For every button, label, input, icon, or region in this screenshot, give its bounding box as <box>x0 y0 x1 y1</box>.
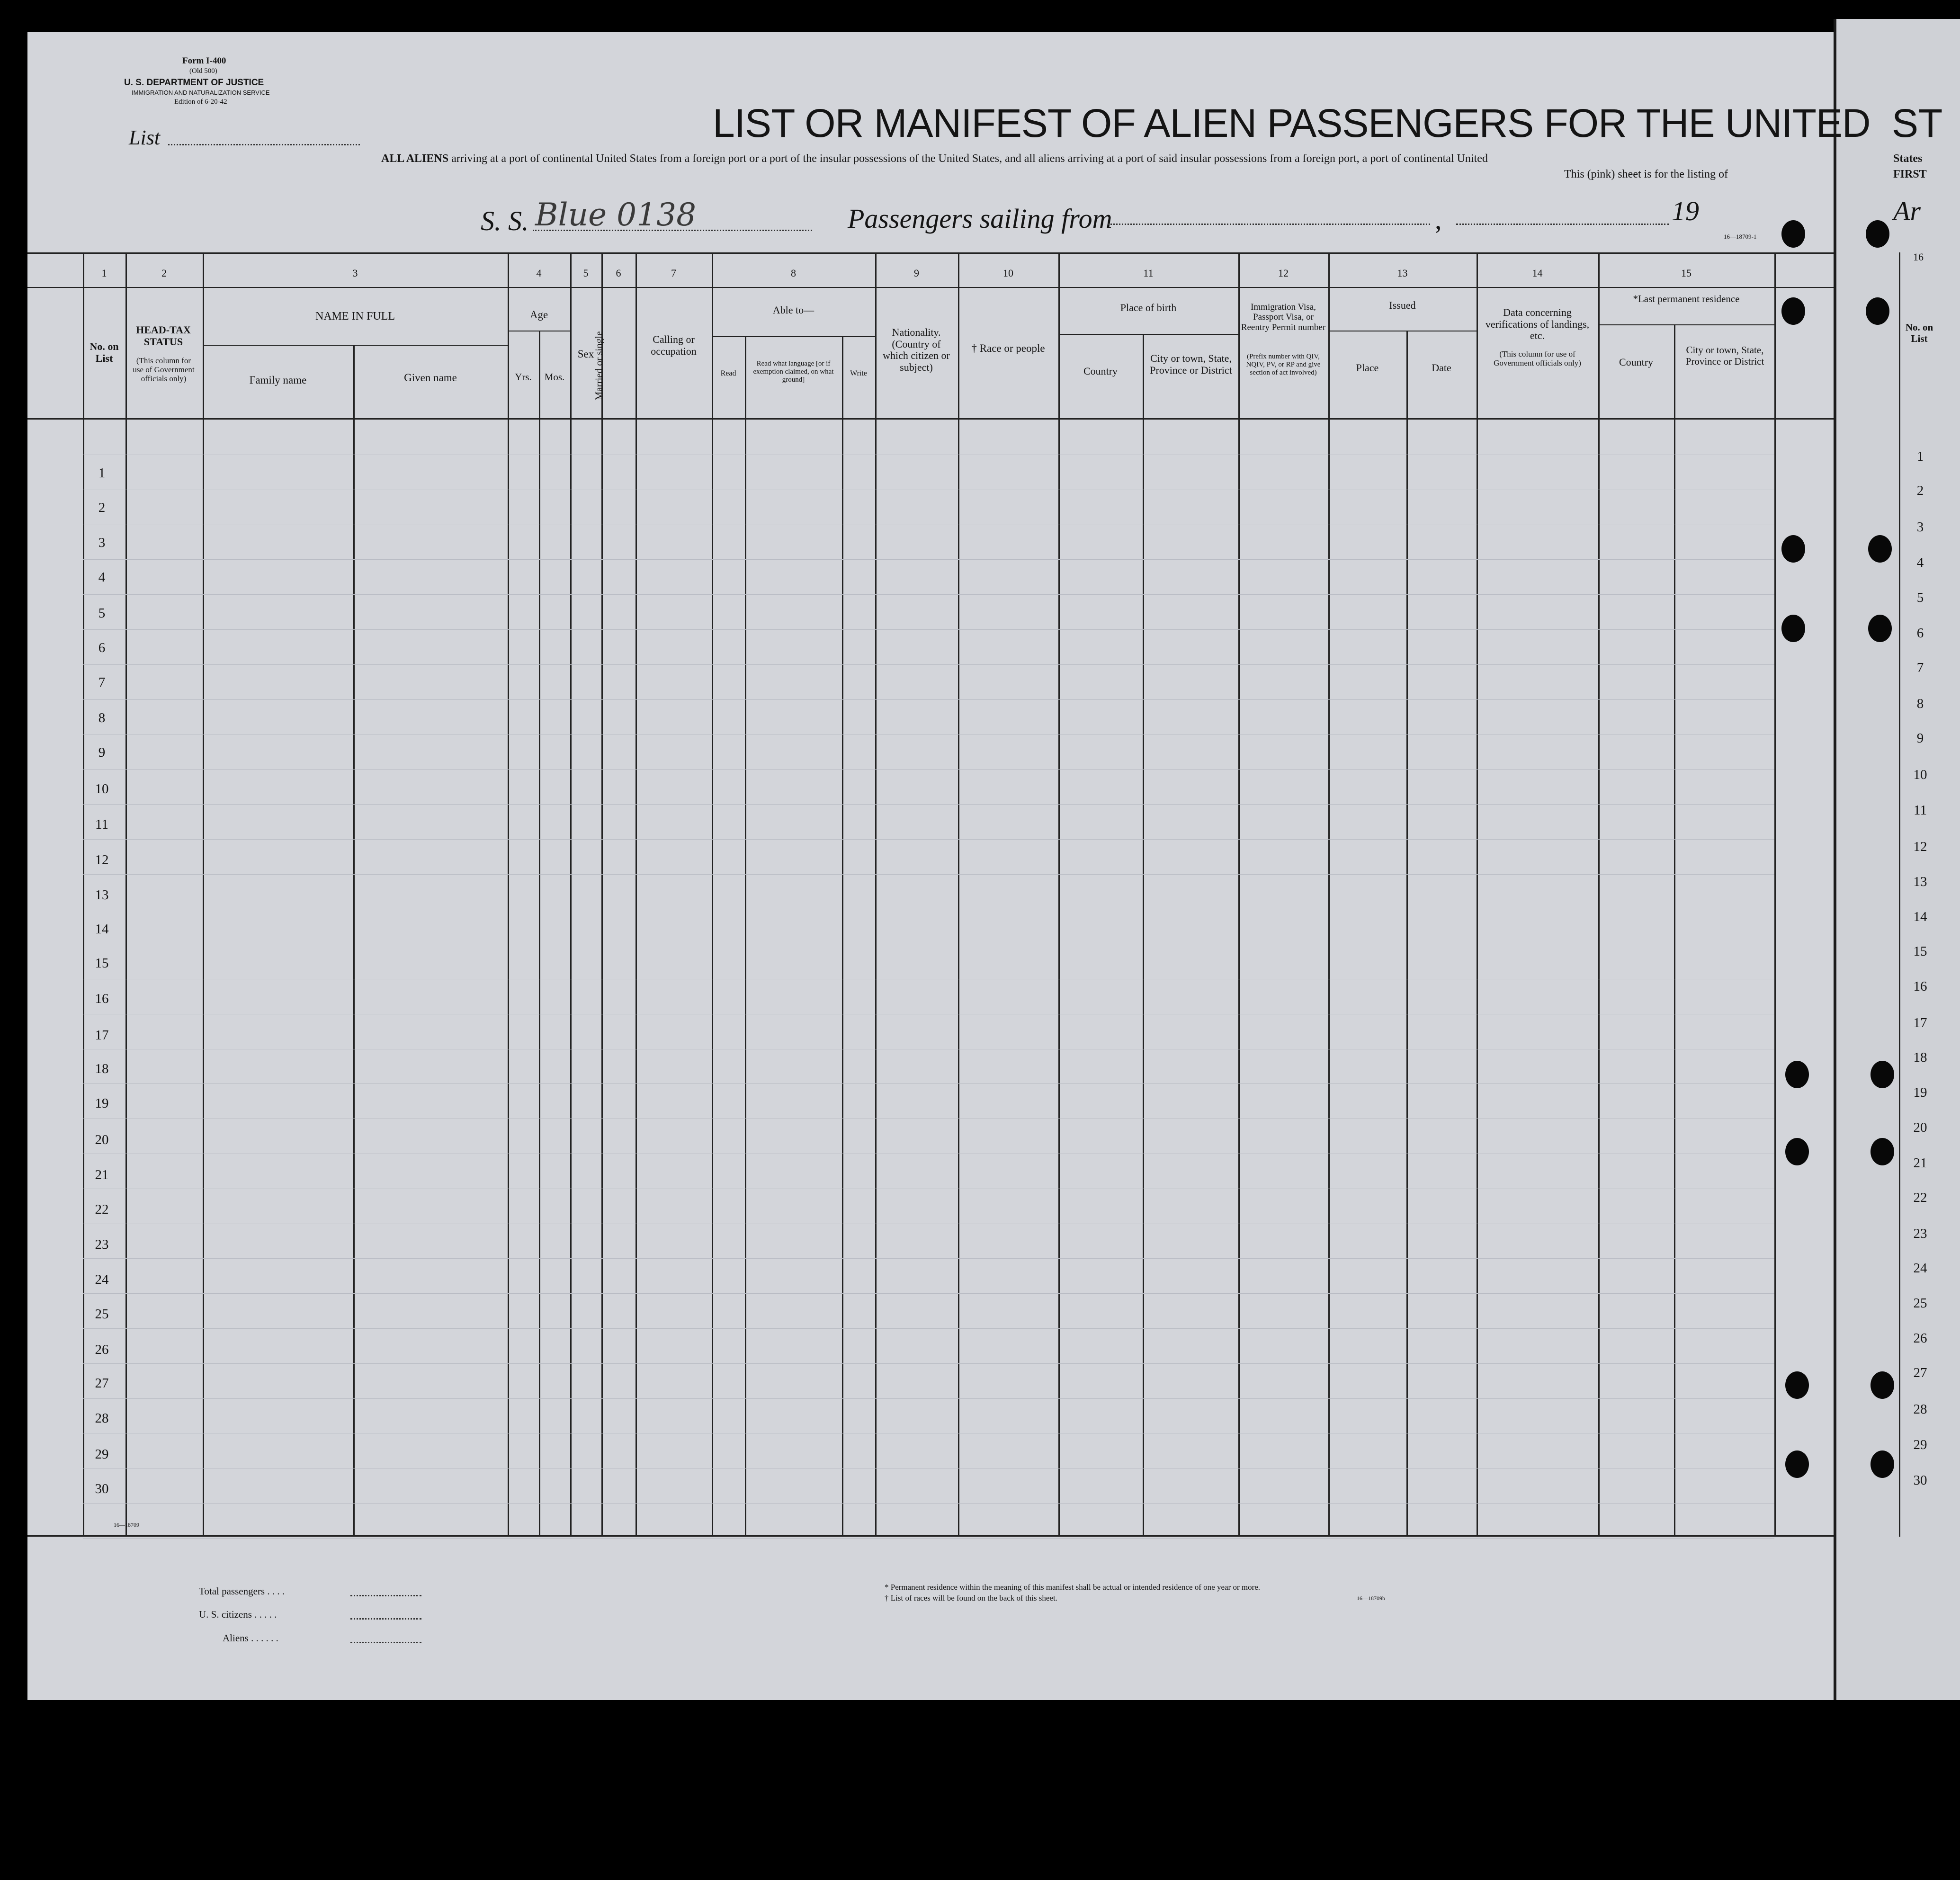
row-number: 28 <box>95 1411 109 1426</box>
col-num-10: 10 <box>1003 267 1013 279</box>
us-citizens-text: U. S. citizens <box>199 1609 252 1620</box>
row-rule <box>83 699 1774 700</box>
table-bottom-rule <box>27 1535 1834 1537</box>
col-header-birth-country: Country <box>1083 365 1118 377</box>
row-number: 12 <box>1913 839 1927 854</box>
row-number: 8 <box>1916 696 1924 711</box>
col-divider <box>508 252 509 1537</box>
right-sheet-line2: FIRST <box>1893 168 1927 180</box>
punch-hole <box>1785 1371 1809 1399</box>
col-num-1: 1 <box>101 267 107 279</box>
row-number: 4 <box>1916 555 1924 570</box>
col-header-issued: Issued <box>1389 299 1416 311</box>
row-number: 18 <box>1913 1050 1927 1065</box>
col-header-visa-note: (Prefix number with QIV, NQIV, PV, or RP and give section of act involved) <box>1246 353 1321 376</box>
row-number: 11 <box>1914 803 1927 818</box>
row-number: 21 <box>1913 1155 1927 1171</box>
row-number: 10 <box>95 781 109 797</box>
total-passengers-label: Total passengers . . . . <box>199 1585 285 1597</box>
table-top-border <box>27 252 1834 254</box>
col-header-landing-data: Data concerning verifications of landings, etc. <box>1485 306 1590 342</box>
col-header-given-name: Given name <box>404 372 457 384</box>
form-number: Form I-400 <box>182 56 226 66</box>
row-number: 26 <box>95 1342 109 1357</box>
row-number: 14 <box>1913 909 1927 924</box>
col-header-residence-city: City or town, State, Province or District <box>1685 344 1764 367</box>
row-number: 4 <box>98 570 106 585</box>
row-number: 19 <box>1913 1085 1927 1100</box>
row-number: 24 <box>95 1272 109 1287</box>
name-subheader-rule <box>204 345 508 346</box>
punch-hole <box>1868 615 1892 642</box>
col-num-7: 7 <box>671 267 676 279</box>
col-header-age: Age <box>529 309 548 321</box>
row-rule <box>83 769 1774 770</box>
ship-name: Blue 0138 <box>535 197 697 233</box>
col-header-birth-city: City or town, State, Province or District <box>1150 352 1232 376</box>
row-number: 2 <box>98 500 106 515</box>
sailing-from-line <box>1108 224 1430 225</box>
footnote-permanent-residence: * Permanent residence within the meaning of this manifest shall be actual or intended residence of one year or more. <box>885 1583 1261 1592</box>
year-prefix: 19 <box>1672 196 1699 226</box>
row-number: 10 <box>1913 767 1927 782</box>
row-number: 20 <box>95 1132 109 1147</box>
us-citizens-label: U. S. citizens . . . . . <box>199 1609 277 1620</box>
subtitle-text: arriving at a port of continental United States from a foreign port or a port of the insular possessions of the United States, and all aliens arriving at a port of said insular possessions from a foreign port, a port of continental United <box>451 152 1488 165</box>
col-divider <box>875 252 877 1537</box>
row-rule <box>83 1503 1774 1504</box>
total-passengers-line <box>350 1595 421 1596</box>
row-rule <box>83 629 1774 630</box>
punch-hole <box>1866 297 1889 325</box>
col-divider <box>745 336 746 1537</box>
col-header-race: † Race or people <box>971 342 1045 354</box>
row-number: 13 <box>95 887 109 903</box>
punch-hole <box>1781 220 1805 248</box>
col-divider <box>601 252 603 1537</box>
service-name: IMMIGRATION AND NATURALIZATION SERVICE <box>132 89 270 96</box>
row-rule <box>83 1328 1774 1329</box>
department-name: U. S. DEPARTMENT OF JUSTICE <box>124 78 264 88</box>
col-num-9: 9 <box>914 267 919 279</box>
row-rule <box>83 1258 1774 1259</box>
row-number: 12 <box>95 852 109 868</box>
row-number: 30 <box>1913 1473 1927 1488</box>
col-header-issued-place: Place <box>1356 362 1379 374</box>
right-sheet-col-label: No. on List <box>1905 322 1933 344</box>
col-header-calling: Calling or occupation <box>651 333 697 357</box>
aliens-label: Aliens . . . . . . <box>223 1632 278 1644</box>
ss-label: S. S. <box>481 206 529 236</box>
row-number: 6 <box>98 640 106 655</box>
col-divider <box>1143 334 1144 1537</box>
residence-subheader-rule <box>1598 324 1774 325</box>
row-number: 16 <box>95 991 109 1006</box>
row-number: 1 <box>98 466 106 481</box>
row-number: 11 <box>95 817 108 832</box>
row-number: 17 <box>1913 1015 1927 1030</box>
col-header-months: Mos. <box>544 371 565 383</box>
subtitle-bold: ALL ALIENS <box>381 152 449 165</box>
row-rule <box>83 1538 1774 1539</box>
col-header-read: Read <box>720 369 736 377</box>
row-number: 21 <box>95 1167 109 1182</box>
col-header-last-residence: *Last permanent residence <box>1633 293 1740 304</box>
row-number: 23 <box>1913 1226 1927 1241</box>
row-rule <box>83 804 1774 805</box>
manifest-subtitle <box>381 152 1488 165</box>
row-number: 14 <box>95 922 109 937</box>
sailing-date-line <box>1456 224 1669 225</box>
row-number: 2 <box>1916 483 1924 498</box>
footnote-races: † List of races will be found on the back of this sheet. <box>885 1594 1057 1602</box>
col-divider <box>1328 252 1330 1537</box>
col-divider <box>353 345 355 1537</box>
col-num-12: 12 <box>1278 267 1289 279</box>
row-number: 24 <box>1913 1261 1927 1276</box>
col-num-14: 14 <box>1532 267 1543 279</box>
col-num-8: 8 <box>791 267 796 279</box>
row-rule <box>83 874 1774 875</box>
col-num-13: 13 <box>1397 267 1408 279</box>
row-number: 28 <box>1913 1402 1927 1417</box>
punch-hole <box>1785 1138 1809 1165</box>
right-sheet-col-num: 16 <box>1913 251 1924 263</box>
punch-hole <box>1871 1061 1894 1088</box>
col-divider <box>1058 252 1060 1537</box>
row-number: 27 <box>1913 1365 1927 1380</box>
list-number-line <box>168 144 360 145</box>
column-number-rule <box>27 287 1834 288</box>
row-rule <box>83 1398 1774 1399</box>
punch-hole <box>1871 1371 1894 1399</box>
col-header-years: Yrs. <box>515 371 532 383</box>
row-number: 30 <box>95 1481 109 1496</box>
row-number: 15 <box>1913 944 1927 959</box>
row-number: 6 <box>1916 626 1924 641</box>
ship-name-line <box>533 230 812 231</box>
right-sheet-arrival-fragment: Ar <box>1893 196 1921 226</box>
col-header-sex: Sex <box>577 348 594 360</box>
col-header-head-tax-note: (This column for use of Government officials only) <box>133 356 195 384</box>
row-number: 15 <box>95 956 109 971</box>
row-number: 1 <box>1916 449 1924 464</box>
row-number: 7 <box>98 675 106 690</box>
col-header-married-single: Married or single <box>593 331 605 401</box>
row-number: 8 <box>98 710 106 725</box>
row-number: 27 <box>95 1376 109 1391</box>
row-number: 20 <box>1913 1120 1927 1135</box>
col-divider <box>635 252 637 1537</box>
col-divider <box>958 252 959 1537</box>
right-sheet-line1: States <box>1893 152 1923 165</box>
birth-subheader-rule <box>1058 334 1238 335</box>
col-num-15: 15 <box>1681 267 1692 279</box>
col-header-residence-country: Country <box>1619 356 1654 368</box>
manifest-title: LIST OR MANIFEST OF ALIEN PASSENGERS FOR THE UNITED <box>713 101 1871 145</box>
row-number: 5 <box>98 606 106 621</box>
sailing-from-label: Passengers sailing from <box>848 203 1112 234</box>
col-header-family-name: Family name <box>249 374 307 386</box>
col-header-visa: Immigration Visa, Passport Visa, or Reentry Permit number <box>1241 302 1326 332</box>
col-num-11: 11 <box>1143 267 1154 279</box>
row-rule <box>83 839 1774 840</box>
comma: , <box>1435 204 1442 235</box>
row-number: 26 <box>1913 1331 1927 1346</box>
col-header-issued-date: Date <box>1432 362 1451 374</box>
col-divider <box>1598 252 1600 1537</box>
col-header-head-tax: HEAD-TAX STATUS <box>136 324 191 348</box>
print-code-top: 16—18709-1 <box>1724 233 1757 240</box>
print-code-left: 16—18709 <box>114 1522 139 1528</box>
punch-hole <box>1868 535 1892 563</box>
col-header-read-language: Read what language [or if exemption claimed, on what ground] <box>753 360 834 384</box>
col-divider <box>1674 324 1675 1537</box>
print-code-right: 16—18709b <box>1357 1595 1385 1602</box>
row-number: 3 <box>98 535 106 550</box>
punch-hole <box>1871 1138 1894 1165</box>
col-header-landing-note: (This column for use of Government officials only) <box>1494 349 1581 368</box>
col-divider <box>1477 252 1478 1537</box>
row-rule <box>83 664 1774 665</box>
col-header-able-to: Able to— <box>772 304 814 316</box>
col-num-2: 2 <box>161 267 167 279</box>
row-number: 16 <box>1913 979 1927 994</box>
row-number: 25 <box>1913 1296 1927 1311</box>
pink-sheet-note: This (pink) sheet is for the listing of <box>1564 168 1728 180</box>
punch-hole <box>1785 1450 1809 1478</box>
row-rule <box>83 594 1774 595</box>
us-citizens-line <box>350 1618 421 1620</box>
col-num-3: 3 <box>352 267 358 279</box>
col-divider <box>712 252 713 1537</box>
punch-hole <box>1866 220 1889 248</box>
row-number: 25 <box>95 1307 109 1322</box>
punch-hole <box>1781 615 1805 642</box>
col-header-place-of-birth: Place of birth <box>1120 302 1177 313</box>
row-number: 23 <box>95 1237 109 1252</box>
total-passengers-text: Total passengers <box>199 1585 265 1597</box>
col-header-write: Write <box>850 369 867 377</box>
punch-hole <box>1785 1061 1809 1088</box>
col-divider <box>1774 252 1776 1537</box>
row-number: 5 <box>1916 590 1924 605</box>
col-header-nationality: Nationality. (Country of which citizen or subject) <box>883 326 950 373</box>
row-number: 22 <box>1913 1190 1927 1205</box>
row-number: 19 <box>95 1096 109 1111</box>
row-number: 13 <box>1913 874 1927 889</box>
row-rule <box>83 1363 1774 1364</box>
aliens-line <box>350 1642 421 1643</box>
header-bottom-rule <box>27 418 1834 420</box>
edition-date: Edition of 6-20-42 <box>174 98 227 106</box>
punch-hole <box>1781 535 1805 563</box>
aliens-text: Aliens <box>223 1632 249 1644</box>
col-divider <box>539 331 540 1537</box>
col-num-4: 4 <box>536 267 542 279</box>
row-number: 3 <box>1916 519 1924 535</box>
able-subheader-rule <box>713 336 876 337</box>
col-divider <box>1406 331 1408 1537</box>
row-number: 9 <box>98 745 106 760</box>
row-number: 9 <box>1916 731 1924 746</box>
punch-hole <box>1871 1450 1894 1478</box>
manifest-sheet <box>27 32 1846 1700</box>
row-rule <box>83 559 1774 560</box>
col-divider <box>203 252 204 1537</box>
list-label: List <box>129 126 161 149</box>
col-num-5: 5 <box>583 267 589 279</box>
punch-hole <box>1781 297 1805 325</box>
col-divider <box>570 252 572 1537</box>
col-divider <box>1238 252 1240 1537</box>
row-rule <box>83 1293 1774 1294</box>
row-rule <box>83 1083 1774 1084</box>
col-header-no-on-list: No. on List <box>89 340 119 364</box>
row-number: 29 <box>1913 1437 1927 1452</box>
row-number: 18 <box>95 1061 109 1076</box>
row-number: 29 <box>95 1447 109 1462</box>
col-header-name-in-full: NAME IN FULL <box>315 310 395 322</box>
right-sheet-title-fragment: ST <box>1892 101 1943 145</box>
row-number: 7 <box>1916 660 1924 675</box>
row-number: 22 <box>95 1202 109 1217</box>
old-form-number: (Old 500) <box>189 67 217 75</box>
col-num-6: 6 <box>616 267 621 279</box>
col-divider <box>842 336 843 1537</box>
row-number: 17 <box>95 1028 109 1043</box>
